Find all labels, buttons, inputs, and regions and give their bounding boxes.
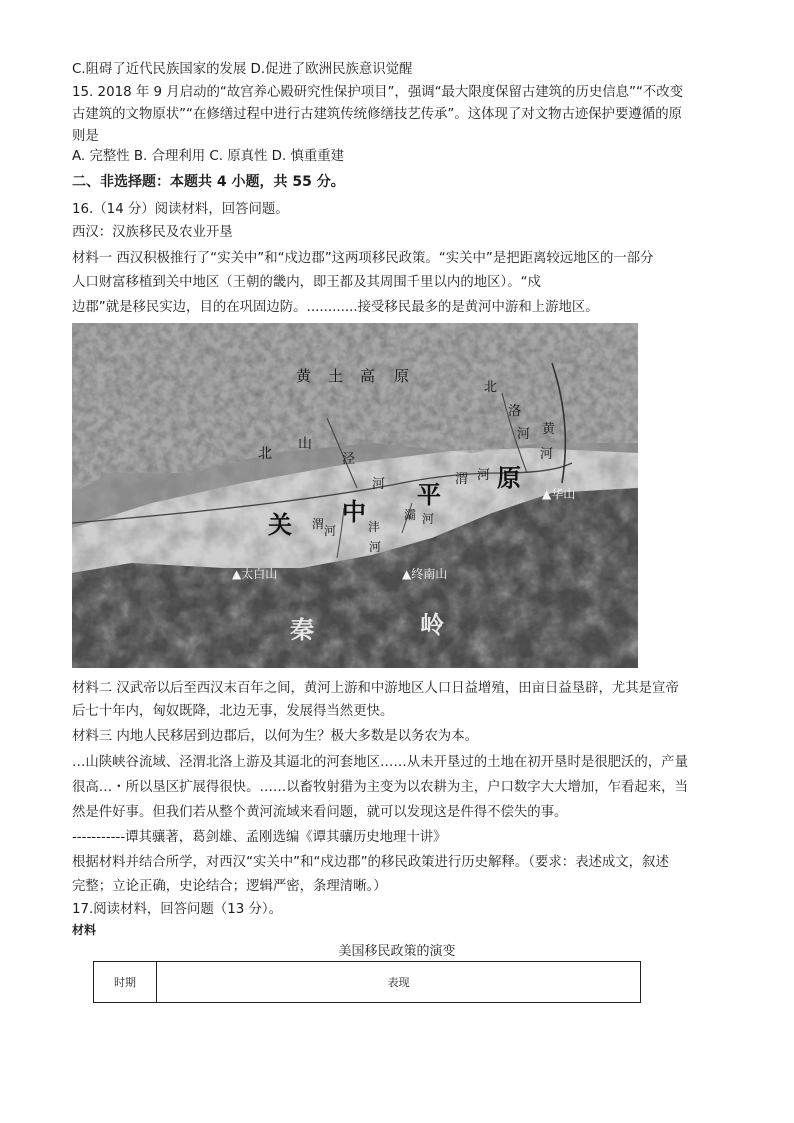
material-3-line-2: …山陕峡谷流域、泾渭北洛上游及其逼北的河套地区……从未开垦过的土地在初开垦时是很肥沃的，产量 xyxy=(72,755,688,770)
map-label-ling: 岭 xyxy=(420,611,444,639)
map-label-feng-he: 河 xyxy=(369,540,382,554)
question-16-prompt-1: 根据材料并结合所学，对西汉“实关中”和“戍边郡”的移民政策进行历史解释。（要求：表述成文，叙述 xyxy=(72,855,669,870)
question-17-stem: 17.阅读材料，回答问题（13 分）。 xyxy=(72,902,282,917)
question-15-line-2: 古建筑的文物原状”“在修缮过程中进行古建筑传统修缮技艺传承”。这体现了对文物古迹保护要遵循的原 xyxy=(72,107,682,122)
material-2-line-1: 材料二 汉武帝以后至西汉末百年之间，黄河上游和中游地区人口日益增殖，田亩日益垦辟，尤其是宣帝 xyxy=(72,681,679,696)
map-label-luo-he: 河 xyxy=(517,427,531,442)
map-label-huang: 黄 xyxy=(296,367,312,385)
map-label-bei: 北 xyxy=(258,446,272,462)
table-header-row xyxy=(94,962,641,1003)
question-15-options: A. 完整性 B. 合理利用 C. 原真性 D. 慎重重建 xyxy=(72,149,345,164)
question-15-line-1: 15. 2018 年 9 月启动的“故宫养心殿研究性保护项目”，强调“最大限度保留古建筑的历史信息”“不改变 xyxy=(72,85,684,100)
question-16-prompt-2: 完整；立论正确，史论结合；逻辑严密，条理清晰。） xyxy=(72,879,387,894)
map-label-zhong: 中 xyxy=(342,498,366,526)
taibai-mountain-label: ▲太白山 xyxy=(232,567,278,581)
section-heading: 二、非选择题：本题共 4 小题，共 55 分。 xyxy=(72,174,345,190)
map-label-wei-west-he: 河 xyxy=(324,524,337,538)
map-label-shan: 山 xyxy=(298,436,312,452)
map-label-ba: 灞 xyxy=(404,508,417,522)
map-label-tu: 土 xyxy=(328,367,344,385)
map-label-qin: 秦 xyxy=(290,616,314,644)
map-label-ping: 平 xyxy=(417,481,441,509)
material-3-line-3: 很高…・所以垦区扩展得很快。……以畜牧射猎为主变为以农耕为主，户口数字大大增加，乍看起来，当 xyxy=(72,780,688,795)
question-17-material-label: 材料 xyxy=(72,923,97,937)
map-label-jing: 泾 xyxy=(342,452,356,467)
zhongnan-mountain-label: ▲终南山 xyxy=(402,567,448,581)
map-label-wei-he: 河 xyxy=(477,468,491,483)
map-label-bei2: 北 xyxy=(484,380,498,395)
source-citation: -----------谭其骧著，葛剑雄、孟刚选编《谭其骧历史地理十讲》 xyxy=(72,830,447,845)
guanzhong-relief-map xyxy=(72,323,638,668)
map-label-gao: 高 xyxy=(360,367,376,385)
map-label-luo: 洛 xyxy=(508,404,522,419)
question-15-line-3: 则是 xyxy=(72,129,99,144)
map-label-huang-river: 黄 xyxy=(542,422,556,437)
material-3-line-4: 然是件好事。但我们若从整个黄河流域来看问题，就可以发现这是件得不偿失的事。 xyxy=(72,805,568,820)
question-16-stem: 16.（14 分）阅读材料，回答问题。 xyxy=(72,202,289,217)
option-cd-line: C.阻碍了近代民族国家的发展 D.促进了欧洲民族意识觉醒 xyxy=(72,62,413,77)
material-1-line-2: 人口财富移植到关中地区（王朝的畿内，即王都及其周围千里以内的地区）。“戍 xyxy=(72,275,541,290)
material-1-line-3: 边郡”就是移民实边，目的在巩固边防。............接受移民最多的是黄河中游和上游地区。 xyxy=(72,300,599,315)
map-label-wei-west: 渭 xyxy=(312,517,325,531)
map-label-guan: 关 xyxy=(268,511,292,539)
material-3-line-1: 材料三 内地人民移居到边郡后，以何为生？极大多数是以务农为本。 xyxy=(72,729,478,744)
material-2-line-2: 后七十年内，匈奴既降，北边无事，发展得当然更快。 xyxy=(72,704,394,719)
table-title: 美国移民政策的演变 xyxy=(338,944,456,959)
map-label-wei: 渭 xyxy=(455,472,469,487)
table-header-manifestation: 表现 xyxy=(157,962,641,1003)
table-header-period: 时期 xyxy=(94,962,157,1003)
map-label-jing-he: 河 xyxy=(372,477,386,492)
map-label-feng: 沣 xyxy=(368,520,381,534)
huashan-mountain-label: ▲华山 xyxy=(542,487,576,501)
immigration-policy-table xyxy=(93,961,641,1003)
map-label-yuan: 原 xyxy=(394,367,410,385)
map-label-huang-he: 河 xyxy=(540,447,554,462)
map-label-yuan2: 原 xyxy=(497,464,521,492)
map-label-ba-he: 河 xyxy=(422,512,435,526)
question-16-subtitle: 西汉：汉族移民及农业开垦 xyxy=(72,225,233,240)
material-1-line-1: 材料一 西汉积极推行了“实关中”和“戍边郡”这两项移民政策。“实关中”是把距离较远地区的一部分 xyxy=(72,251,654,266)
